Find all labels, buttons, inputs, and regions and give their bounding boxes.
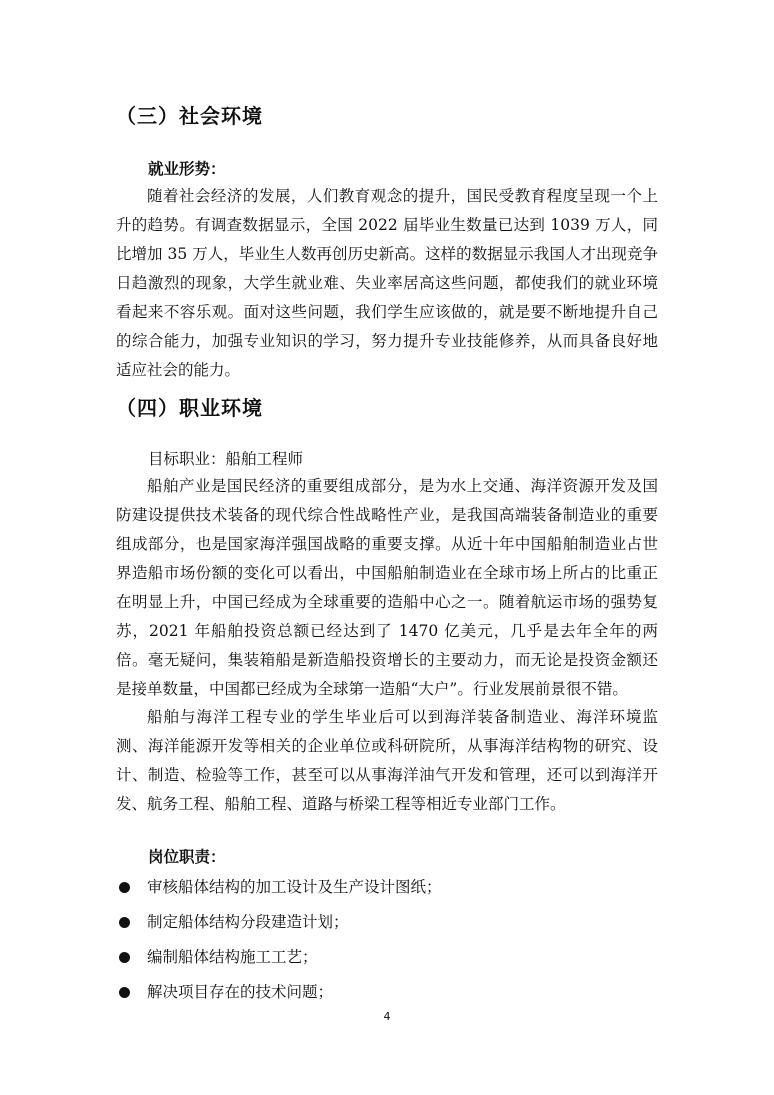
employment-subheading: 就业形势： [148, 160, 226, 178]
industry-paragraph: 船舶产业是国民经济的重要组成部分，是为水上交通、海洋资源开发及国防建设提供技术装备的现代综合性战略性产业，是我国高端装备制造业的重要组成部分，也是国家海洋强国战略的重要支撑。从近十年中国船舶制造业占世界造船市场份额的变化可以看出，中国船舶制造业在全球市场上所占的比重正在明显上升，中国已经成为全球重要的造船中心之一。随着航运市场的强势复苏，2021 年船舶投资总额已经达到了 1470 亿美元，几乎是去年全年的两倍。毫无疑问，集装箱船是新造船投资增长的主要动力，而无论是投资金额还是接单数量，中国都已经成为全球第一造船“大户”。行业发展前景很不错。 [116, 477, 658, 698]
page-number: 4 [383, 1010, 391, 1023]
graduate-paragraph: 船舶与海洋工程专业的学生毕业后可以到海洋装备制造业、海洋环境监测、海洋能源开发等相关的企业单位或科研院所，从事海洋结构物的研究、设计、制造、检验等工作，甚至可以从事海洋油气开发和管理，还可以到海洋开发、航务工程、船舶工程、道路与桥梁工程等相近专业部门工作。 [116, 708, 658, 813]
employment-paragraph: 随着社会经济的发展，人们教育观念的提升，国民受教育程度呈现一个上升的趋势。有调查数据显示，全国 2022 届毕业生数量已达到 1039 万人，同比增加 35 万人，毕业生人数再创历史新高。这样的数据显示我国人才出现竞争日趋激烈的现象，大学生就业难、失业率居高这些问题，都使我们的就业环境看起来不容乐观。面对这些问题，我们学生应该做的，就是要不断地提升自己的综合能力，加强专业知识的学习，努力提升专业技能修养，从而具备良好地适应社会的能力。 [116, 187, 658, 379]
duty-text: 解决项目存在的技术问题； [147, 983, 334, 1001]
list-item [116, 870, 442, 905]
list-item [116, 940, 442, 975]
section-heading-career: （四）职业环境 [116, 396, 263, 420]
bullet-icon [119, 917, 130, 928]
bullet-icon [119, 987, 130, 998]
list-item [116, 975, 442, 1010]
bullet-icon [119, 882, 130, 893]
duty-text: 审核船体结构的加工设计及生产设计图纸； [147, 878, 442, 896]
duty-text: 编制船体结构施工工艺； [147, 948, 318, 966]
list-item [116, 905, 442, 940]
duties-subheading: 岗位职责： [148, 848, 226, 866]
target-occupation: 目标职业：船舶工程师 [148, 450, 304, 468]
bullet-icon [119, 952, 130, 963]
duty-text: 制定船体结构分段建造计划； [147, 913, 349, 931]
section-heading-social: （三）社会环境 [116, 104, 263, 128]
duties-list [116, 870, 442, 1010]
